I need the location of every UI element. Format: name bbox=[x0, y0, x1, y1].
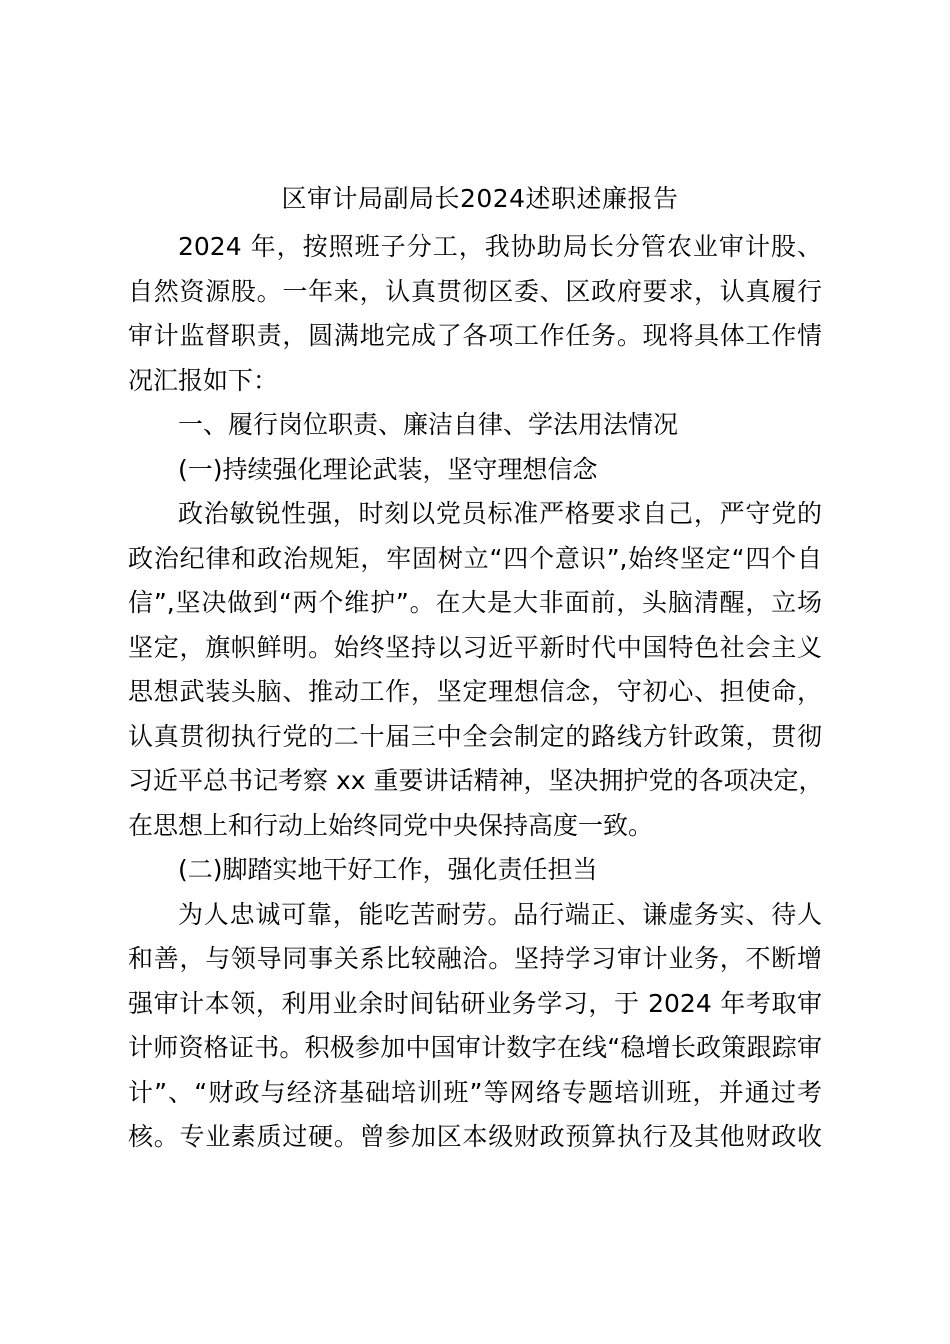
text-line: 思想武装头脑、推动工作，坚定理想信念，守初心、担使命， bbox=[128, 677, 822, 706]
paragraph-work bbox=[128, 893, 822, 1160]
text-line: 计师资格证书。积极参加中国审计数字在线“稳增长政策跟踪审 bbox=[128, 1033, 822, 1062]
paragraph-political bbox=[128, 492, 822, 848]
text-line: 强审计本领，利用业余时间钻研业务学习，于 2024 年考取审 bbox=[128, 988, 822, 1018]
text-line: 审计监督职责，圆满地完成了各项工作任务。现将具体工作情 bbox=[128, 321, 822, 350]
text-line: 计”、“财政与经济基础培训班”等网络专题培训班，并通过考 bbox=[128, 1077, 822, 1107]
text-line: 2024 年，按照班子分工，我协助局长分管农业审计股、 bbox=[178, 232, 822, 261]
document-title: 区审计局副局长2024述职述廉报告 bbox=[281, 184, 679, 213]
text-line: 自然资源股。一年来，认真贯彻区委、区政府要求，认真履行 bbox=[128, 276, 822, 306]
text-line: 信”,坚决做到“两个维护”。在大是大非面前，头脑清醒，立场 bbox=[128, 588, 822, 617]
text-line: 坚定，旗帜鲜明。始终坚持以习近平新时代中国特色社会主义 bbox=[128, 632, 822, 662]
text-line: 为人忠诚可靠，能吃苦耐劳。品行端正、谦虚务实、待人 bbox=[178, 899, 822, 929]
document-body bbox=[128, 225, 822, 1160]
paragraph-intro bbox=[128, 225, 822, 403]
text-line: 核。专业素质过硬。曾参加区本级财政预算执行及其他财政收 bbox=[128, 1122, 822, 1151]
subsection-heading: (一)持续强化理论武装，坚守理想信念 bbox=[178, 454, 598, 484]
text-line: 况汇报如下： bbox=[128, 365, 279, 395]
text-line: 政治敏锐性强，时刻以党员标准严格要求自己，严守党的 bbox=[178, 499, 822, 528]
text-line: 认真贯彻执行党的二十届三中全会制定的路线方针政策，贯彻 bbox=[128, 721, 822, 751]
text-line: 政治纪律和政治规矩，牢固树立“四个意识”,始终坚定“四个自 bbox=[128, 543, 822, 573]
subsection-heading: (二)脚踏实地干好工作，强化责任担当 bbox=[178, 855, 598, 884]
text-line: 在思想上和行动上始终同党中央保持高度一致。 bbox=[128, 810, 654, 840]
text-line: 习近平总书记考察 xx 重要讲话精神，坚决拥护党的各项决定， bbox=[128, 766, 824, 795]
section-heading: 一、履行岗位职责、廉洁自律、学法用法情况 bbox=[178, 410, 679, 439]
text-line: 和善，与领导同事关系比较融洽。坚持学习审计业务，不断增 bbox=[128, 944, 822, 973]
